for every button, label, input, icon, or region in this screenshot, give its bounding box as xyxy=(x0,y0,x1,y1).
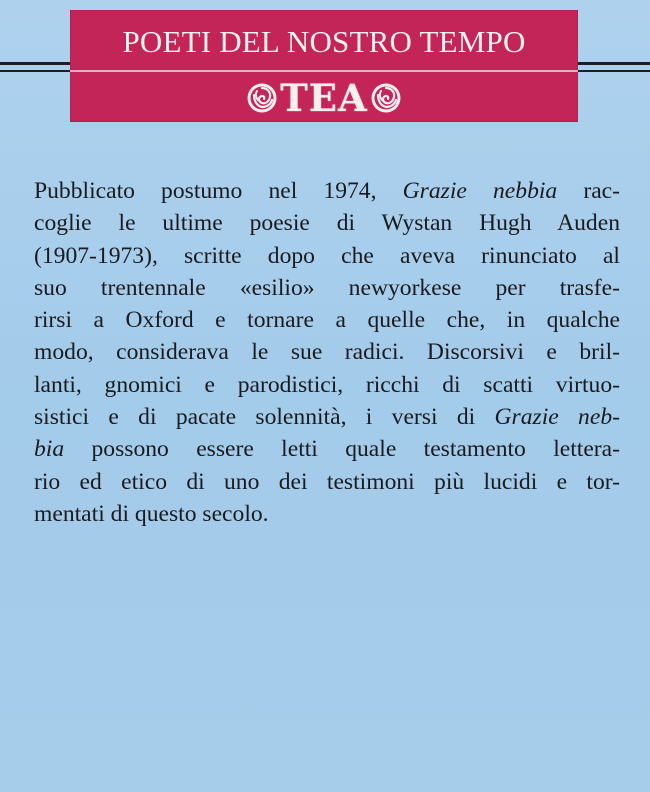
publisher-name: TEA xyxy=(280,76,368,120)
blurb-text: modo, considerava le sue radici. Discorsivi e bril- xyxy=(34,339,620,366)
book-title-italic: Grazie nebbia xyxy=(402,178,558,204)
blurb-line xyxy=(34,401,620,433)
series-title: POETI DEL NOSTRO TEMPO xyxy=(122,24,526,59)
blurb-text: rio ed etico di uno dei testimoni più lucidi e tor- xyxy=(34,468,620,495)
blurb-line xyxy=(34,304,620,336)
blurb-line xyxy=(34,272,620,304)
series-banner xyxy=(70,10,578,122)
blurb-line xyxy=(34,240,620,272)
banner-divider xyxy=(70,70,578,72)
blurb-text: possono essere letti quale testamento lettera- xyxy=(64,436,620,463)
blurb-text: lanti, gnomici e parodistici, ricchi di scatti virtuo- xyxy=(34,371,620,398)
rose-icon xyxy=(370,82,402,114)
blurb-line xyxy=(34,466,620,498)
blurb-text: suo trentennale «esilio» newyorkese per trasfe- xyxy=(34,274,620,301)
blurb-line xyxy=(34,207,620,239)
blurb-line xyxy=(34,433,620,465)
blurb-text: mentati di questo secolo. xyxy=(34,500,269,527)
book-blurb xyxy=(34,175,620,530)
blurb-line xyxy=(34,369,620,401)
blurb-text: coglie le ultime poesie di Wystan Hugh Auden xyxy=(34,210,620,237)
blurb-line xyxy=(34,175,620,207)
rose-icon xyxy=(246,82,278,114)
book-title-italic: Grazie neb- xyxy=(494,404,620,431)
blurb-text: sistici e di pacate solennità, i versi di xyxy=(34,404,495,431)
blurb-line xyxy=(34,336,620,368)
publisher-logo xyxy=(70,76,578,120)
blurb-text: rirsi a Oxford e tornare a quelle che, in qualche xyxy=(34,307,620,334)
book-title-italic: bia xyxy=(34,436,65,463)
blurb-text: rac- xyxy=(557,178,621,204)
blurb-text: Pubblicato postumo nel 1974, xyxy=(34,178,403,204)
blurb-line xyxy=(34,498,620,530)
blurb-text: (1907-1973), scritte dopo che aveva rinunciato al xyxy=(34,242,620,269)
